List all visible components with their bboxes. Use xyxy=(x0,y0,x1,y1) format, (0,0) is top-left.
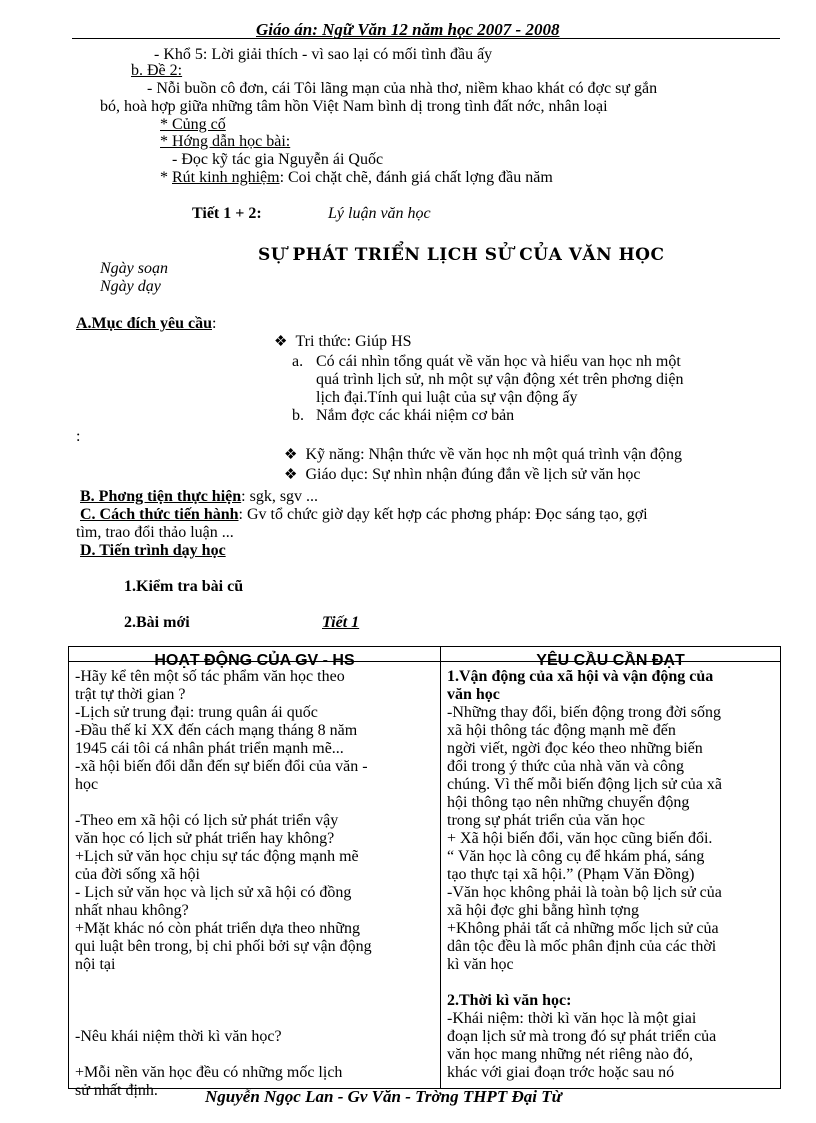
giao-duc-text: Giáo dục: Sự nhìn nhận đúng đắn về lịch sử văn học xyxy=(305,466,641,483)
activity-line xyxy=(75,992,440,1010)
item-a-line-2: quá trình lịch sử, nh một sự vận động xét trên phơng diện xyxy=(316,371,684,388)
section-a-label: A.Mục đích yêu cầu xyxy=(76,315,212,332)
activity-line: của đời sống xã hội xyxy=(75,866,200,883)
activity-line: qui luật bên trong, bị chi phối bởi sự vận động xyxy=(75,938,372,955)
activity-line: -xã hội biến đổi dẫn đến sự biến đổi của văn - xyxy=(75,758,368,775)
diamond-bullet-icon: ❖ xyxy=(284,447,298,463)
activity-line xyxy=(75,974,440,992)
requirement-line: trong sự phát triển của văn học xyxy=(447,812,645,829)
activity-line: nội tại xyxy=(75,956,116,973)
rut-kinh-nghiem-label: Rút kinh nghiệm xyxy=(172,169,280,186)
activity-line xyxy=(75,794,440,812)
activity-line: +Mỗi nền văn học đều có những mốc lịch xyxy=(75,1064,343,1081)
stray-colon: : xyxy=(76,428,81,445)
item-b-marker: b. xyxy=(292,407,304,424)
tiet-topic: Lý luận văn học xyxy=(328,205,431,222)
header-rule xyxy=(72,38,780,39)
requirement-line: +Không phải tất cả những mốc lịch sử của xyxy=(447,920,719,937)
huong-dan: * Hớng dẫn học bài: xyxy=(160,133,291,150)
requirement-line: -Văn học không phải là toàn bộ lịch sử của xyxy=(447,884,722,901)
item-a-marker: a. xyxy=(292,353,304,370)
table-header-left xyxy=(69,647,441,669)
requirement-heading-1: 1.Vận động của xã hội và vận động của xyxy=(447,668,714,685)
lesson-title: SỰ PHÁT TRIỂN LỊCH SỬ CỦA VĂN HỌC xyxy=(258,245,665,265)
section-c-text: : Gv tổ chức giờ dạy kết hợp các phơng pháp: Đọc sáng tạo, gợi xyxy=(238,506,648,523)
requirement-heading-2: 2.Thời kì văn học: xyxy=(447,992,572,1009)
requirements-text xyxy=(441,662,780,1088)
cung-co: * Củng cố xyxy=(160,116,226,133)
requirement-line xyxy=(447,974,780,992)
requirements-cell xyxy=(441,662,781,1089)
activity-line: sử nhất định. xyxy=(75,1082,158,1099)
doc-ky: - Đọc kỹ tác gia Nguyễn ái Quốc xyxy=(172,151,384,168)
de2-line2: bó, hoà hợp giữa những tâm hồn Việt Nam bình dị trong tình đất nớc, nhân loại xyxy=(100,98,608,115)
activity-line: trật tự thời gian ? xyxy=(75,686,186,703)
section-c xyxy=(80,506,648,524)
activity-line: -Lịch sử trung đại: trung quân ái quốc xyxy=(75,704,318,721)
item-b-text: Nắm đợc các khái niệm cơ bản xyxy=(316,407,515,424)
item-a-line-1: Có cái nhìn tổng quát về văn học và hiểu van học nh một xyxy=(316,353,681,370)
ky-nang-text: Kỹ năng: Nhận thức về văn học nh một quá trình vận động xyxy=(305,446,683,463)
ky-nang-item xyxy=(284,446,682,464)
activity-line xyxy=(75,1046,440,1064)
activity-line: 1945 cái tôi cá nhân phát triển mạnh mẽ... xyxy=(75,740,344,757)
giao-duc-item xyxy=(284,466,641,484)
rut-kinh-nghiem: * Rút kinh nghiệm: Coi chặt chẽ, đánh giá chất lợng đầu năm xyxy=(160,169,553,186)
requirement-line: -Những thay đổi, biến động trong đời sống xyxy=(447,704,721,721)
activity-line: học xyxy=(75,776,99,793)
activity-line: -Theo em xã hội có lịch sử phát triển vậy xyxy=(75,812,339,829)
section-c-label: C. Cách thức tiến hành xyxy=(80,506,239,523)
requirement-line: chúng. Vì thế mỗi biến động lịch sử của xã xyxy=(447,776,722,793)
ngay-soan: Ngày soạn xyxy=(100,260,168,277)
col-heading-activities: HOẠT ĐỘNG CỦA GV - HS xyxy=(154,652,355,669)
requirement-line: + Xã hội biến đổi, văn học cũng biến đổi. xyxy=(447,830,713,847)
de2-label: b. Đề 2: xyxy=(131,62,183,79)
step-kiem-tra: 1.Kiểm tra bài cũ xyxy=(124,578,244,595)
requirement-line: xã hội thông tác động mạnh mẽ đến xyxy=(447,722,676,739)
diamond-bullet-icon: ❖ xyxy=(274,334,288,350)
activity-line: nhất nhau không? xyxy=(75,902,189,919)
activity-line: -Hãy kể tên một số tác phẩm văn học theo xyxy=(75,668,345,685)
requirement-line: hội thông tạo nên những chuyển động xyxy=(447,794,690,811)
activity-line: - Lịch sử văn học và lịch sử xã hội có đồng xyxy=(75,884,352,901)
section-b xyxy=(80,488,318,506)
requirement-line: “ Văn học là công cụ để hkám phá, sáng xyxy=(447,848,705,865)
intro-line-kho5: - Khổ 5: Lời giải thích - vì sao lại có mối tình đầu ấy xyxy=(154,46,493,63)
tri-thuc-item xyxy=(274,333,412,351)
table-header-right xyxy=(441,647,781,669)
de2-line1: - Nỗi buồn cô đơn, cái Tôi lãng mạn của nhà thơ, niềm khao khát có đợc sự gắn xyxy=(147,80,658,97)
activity-line: -Nêu khái niệm thời kì văn học? xyxy=(75,1028,282,1045)
page-footer: Nguyễn Ngọc Lan - Gv Văn - Trờng THPT Đại Từ xyxy=(205,1087,562,1106)
requirement-line: khác với giai đoạn trớc hoặc sau nó xyxy=(447,1064,675,1081)
tiet-label: Tiết 1 + 2: xyxy=(192,205,262,222)
activity-line: -Đầu thế kỉ XX đến cách mạng tháng 8 năm xyxy=(75,722,358,739)
activity-line xyxy=(75,1010,440,1028)
requirement-line: ngời viết, ngời đọc kéo theo những biến xyxy=(447,740,703,757)
tiet1-label: Tiết 1 xyxy=(322,614,360,631)
requirement-line: đoạn lịch sử mà trong đó sự phát triển của xyxy=(447,1028,717,1045)
ngay-day: Ngày dạy xyxy=(100,278,161,295)
activities-cell xyxy=(69,662,441,1099)
activity-line: văn học có lịch sử phát triển hay không? xyxy=(75,830,335,847)
page-header-title: Giáo án: Ngữ Văn 12 năm học 2007 - 2008 xyxy=(256,20,560,39)
section-c-line2: tìm, trao đổi thảo luận ... xyxy=(76,524,234,541)
rut-kinh-nghiem-text: : Coi chặt chẽ, đánh giá chất lợng đầu năm xyxy=(279,169,553,186)
requirement-line: dân tộc đều là mốc phân định của các thời xyxy=(447,938,717,955)
requirement-line: -Khái niệm: thời kì văn học là một giai xyxy=(447,1010,697,1027)
activity-line: +Lịch sử văn học chịu sự tác động mạnh mẽ xyxy=(75,848,359,865)
section-a-heading: A.Mục đích yêu cầu: xyxy=(76,315,217,332)
requirement-line: xã hội đợc ghi bằng hình tợng xyxy=(447,902,640,919)
section-d-label: D. Tiến trình dạy học xyxy=(80,542,226,559)
activity-line: +Mặt khác nó còn phát triển dựa theo những xyxy=(75,920,360,937)
col-heading-requirements: YÊU CẦU CẦN ĐẠT xyxy=(536,652,685,669)
item-a-line-3: lịch đại.Tính qui luật của sự vận động ấy xyxy=(316,389,578,406)
tri-thuc-label: Tri thức: Giúp HS xyxy=(295,333,412,350)
step-bai-moi: 2.Bài mới xyxy=(124,614,190,631)
requirement-line: đổi trong ý thức của nhà văn và công xyxy=(447,758,685,775)
section-b-label: B. Phơng tiện thực hiện xyxy=(80,488,242,505)
requirement-line: văn học mang những nét riêng nào đó, xyxy=(447,1046,693,1063)
section-b-text: : sgk, sgv ... xyxy=(241,488,319,505)
diamond-bullet-icon: ❖ xyxy=(284,467,298,483)
requirement-line: kì văn học xyxy=(447,956,514,973)
requirement-heading-1: văn học xyxy=(447,686,500,703)
requirement-line: tạo thực tại xã hội.” (Phạm Văn Đồng) xyxy=(447,866,695,883)
activities-text xyxy=(69,662,440,1099)
